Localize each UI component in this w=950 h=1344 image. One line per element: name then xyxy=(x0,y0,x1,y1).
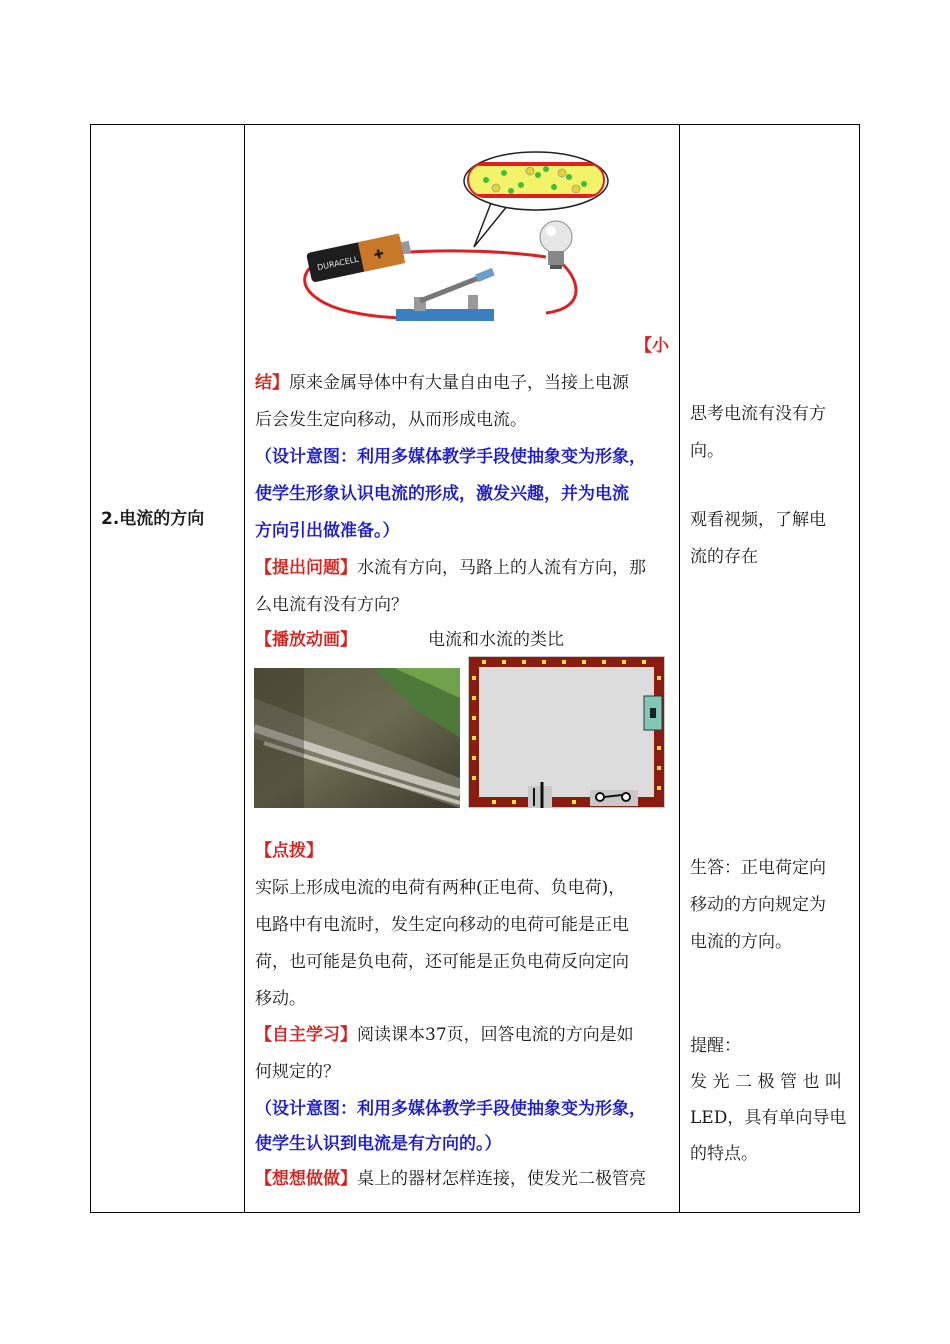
zoom-bubble-tail xyxy=(474,203,508,247)
summary-paragraph xyxy=(255,365,671,402)
play-tag: 【播放动画】 xyxy=(255,630,357,650)
hint-line4: 移动。 xyxy=(255,989,306,1009)
watch-line2: 流的存在 xyxy=(690,547,758,567)
answer-line3: 电流的方向。 xyxy=(690,932,792,952)
think-line1: 思考电流有没有方 xyxy=(690,404,826,424)
right-column xyxy=(681,125,859,1212)
summary-text-2: 后会发生定向移动，从而形成电流。 xyxy=(255,410,527,430)
svg-text:✚: ✚ xyxy=(372,246,386,263)
self-study-text-2: 何规定的？ xyxy=(255,1062,340,1082)
battery-symbol xyxy=(528,786,552,808)
question-text-1: 水流有方向，马路上的人流有方向，那 xyxy=(357,558,646,578)
self-study-line1 xyxy=(255,1017,634,1054)
summary-tag-b: 结】 xyxy=(255,373,289,393)
remind-line2: LED，具有单向导电 xyxy=(690,1108,847,1128)
battery-label: DURACELL xyxy=(316,254,360,273)
play-text: 电流和水流的类比 xyxy=(428,630,564,650)
self-study-tag: 【自主学习】 xyxy=(255,1025,357,1045)
question-text-2: 么电流有没有方向？ xyxy=(255,595,408,615)
hint-line3: 荷，也可能是负电荷，还可能是正负电荷反向定向 xyxy=(255,952,629,972)
hint-line2: 电路中有电流时，发生定向移动的电荷可能是正电 xyxy=(255,915,629,935)
battery-icon xyxy=(306,232,413,283)
design-intent-1-line3: 方向引出做准备。） xyxy=(255,521,400,541)
circuit-animation-image xyxy=(468,656,665,808)
circuit-illustration xyxy=(246,125,679,330)
remind-line3: 的特点。 xyxy=(690,1144,758,1164)
circuit-wire xyxy=(396,251,546,257)
hint-tag: 【点拨】 xyxy=(255,841,323,861)
design-intent-1-line1: （设计意图：利用多媒体教学手段使抽象变为形象， xyxy=(255,447,646,467)
design-intent-1-line2: 使学生形象认识电流的形成，激发兴趣，并为电流 xyxy=(255,484,629,504)
answer-line1: 生答：正电荷定向 xyxy=(690,858,826,878)
design-intent-2-line1: （设计意图：利用多媒体教学手段使抽象变为形象， xyxy=(255,1099,646,1119)
question-line1 xyxy=(255,550,646,587)
answer-line2: 移动的方向规定为 xyxy=(690,895,826,915)
self-study-text-1: 阅读课本37页，回答电流的方向是如 xyxy=(357,1025,634,1045)
circuit-wire xyxy=(546,263,576,313)
question-tag: 【提出问题】 xyxy=(255,558,357,578)
summary-tag-a: 【小 xyxy=(635,336,669,356)
summary-text-1: 原来金属导体中有大量自由电子，当接上电源 xyxy=(289,373,629,393)
try-tag: 【想想做做】 xyxy=(255,1169,357,1189)
remind-title: 提醒： xyxy=(690,1036,741,1056)
middle-column xyxy=(246,125,679,1212)
try-line xyxy=(255,1161,646,1198)
watch-line1: 观看视频，了解电 xyxy=(690,510,826,530)
think-line2: 向。 xyxy=(690,441,724,461)
column-divider xyxy=(679,125,680,1212)
section-title: 2.电流的方向 xyxy=(101,509,205,529)
water-flow-image xyxy=(254,668,460,808)
left-column xyxy=(91,125,245,1212)
design-intent-2-line2: 使学生认识到电流是有方向的。） xyxy=(255,1134,502,1154)
bulb-icon xyxy=(540,221,572,269)
try-text: 桌上的器材怎样连接，使发光二极管亮 xyxy=(357,1169,646,1189)
remind-line1: 发光二极管也叫 xyxy=(690,1072,842,1092)
hint-line1: 实际上形成电流的电荷有两种(正电荷、负电荷)， xyxy=(255,878,626,898)
lesson-table xyxy=(90,124,860,1213)
switch-icon xyxy=(396,268,495,321)
